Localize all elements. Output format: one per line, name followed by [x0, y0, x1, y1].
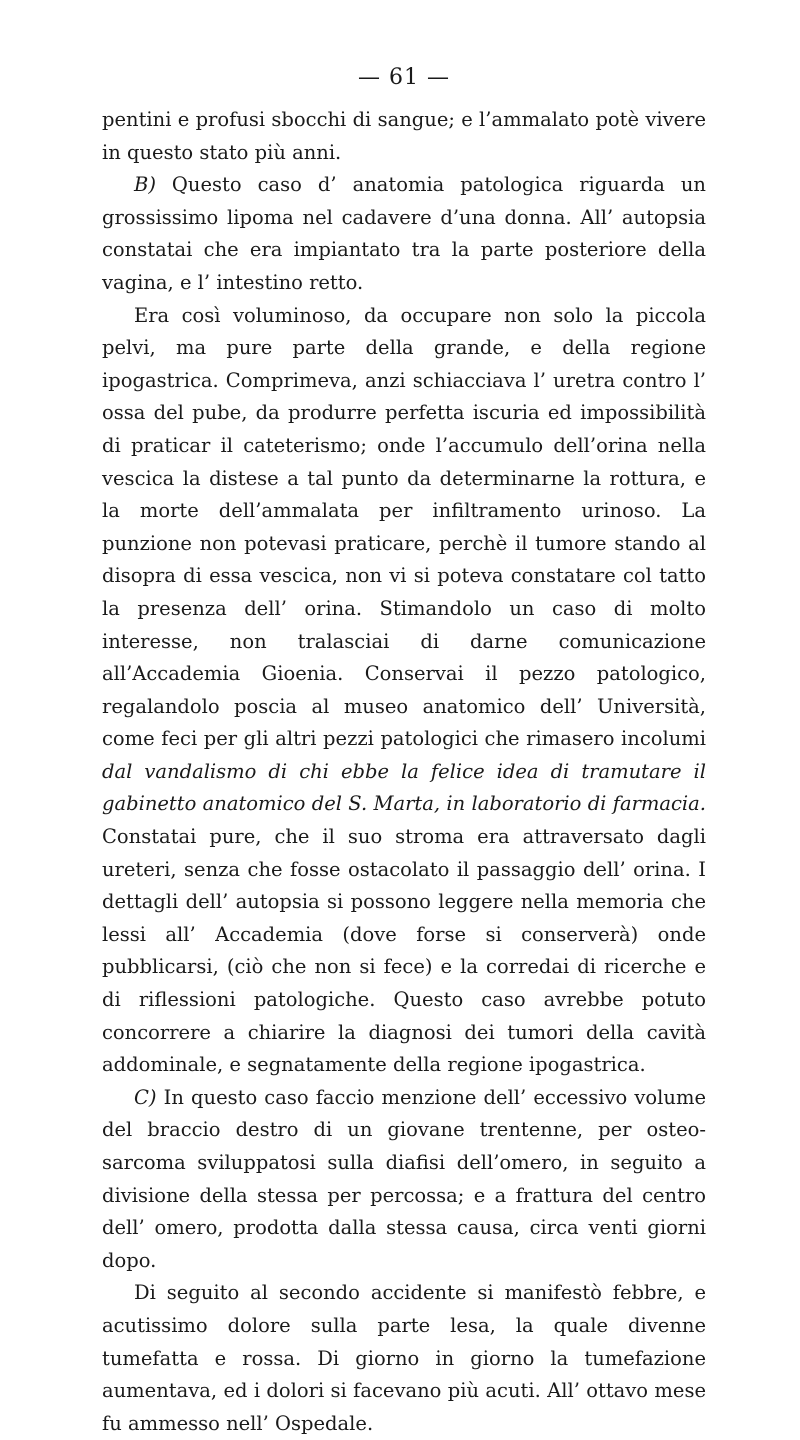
section-marker-c: C) — [134, 1085, 157, 1109]
paragraph-fever: Di seguito al secondo accidente si manifestò febbre, e acutissimo dolore sulla parte lesa, la quale divenne tumefatta e rossa. Di giorno in giorno la tumefazione aumentava, ed i dolori si facevano più acuti. All’ ottavo mese fu ammesso nell’ Ospedale. — [102, 1281, 706, 1435]
paragraph-continuation: pentini e profusi sbocchi di sangue; e l’ammalato potè vivere in questo stato più anni. — [102, 108, 706, 164]
paragraph-lipoma-text-1: Era così voluminoso, da occupare non solo la piccola pelvi, ma pure parte della grande, e della regione ipogastrica. Comprimeva, anzi schiacciava l’ uretra contro l’ ossa del pube, da produrre perfetta iscuria ed impossibilità di praticar il cateterismo; onde l’accumulo dell’orina nella vescica la distese a tal punto da determinarne la rottura, e la morte dell’ammalata per infiltramento urinoso. La punzione non potevasi praticare, perchè il tumore stando al disopra di essa vescica, non vi si poteva constatare col tatto la presenza dell’ orina. Stimandolo un caso di molto interesse, non tralasciai di darne comunicazione all’Accademia Gioenia. Conservai il pezzo patologico, regalandolo poscia al museo anatomico dell’ Università, come feci per gli altri pezzi patologici che rimasero incolumi — [102, 303, 706, 751]
paragraph-case-b — [102, 169, 706, 299]
page-number: — 61 — — [358, 65, 450, 90]
paragraph-case-c — [102, 1082, 706, 1278]
section-marker-b: B) — [134, 173, 156, 197]
book-page — [102, 64, 706, 1440]
italic-phrase: dal vandalismo di chi ebbe la felice idea di tramutare il gabinetto anatomico del S. Marta, in laboratorio di farmacia. — [102, 759, 706, 816]
paragraph-lipoma-text-2: Constatai pure, che il suo stroma era attraversato dagli ureteri, senza che fosse ostacolato il passaggio dell’ orina. I dettagli dell’ autopsia si possono leggere nella memoria che lessi all’ Accademia (dove forse si conserverà) onde pubblicarsi, (ciò che non si fece) e la corredai di ricerche e di riflessioni patologiche. Questo caso avrebbe potuto concorrere a chiarire la diagnosi dei tumori della cavità addominale, e segnatamente della regione ipogastrica. — [102, 825, 706, 1077]
paragraph-lipoma-details — [102, 300, 706, 1082]
paragraph-case-b-text: Questo caso d’ anatomia patologica riguarda un grossissimo lipoma nel cadavere d’una donna. All’ autopsia constatai che era impiantato tra la parte posteriore della vagina, e l’ intestino retto. — [102, 173, 706, 294]
paragraph-case-c-text: In questo caso faccio menzione dell’ eccessivo volume del braccio destro di un giovane trentenne, per osteo-sarcoma sviluppatosi sulla diafisi dell’omero, in seguito a divisione della stessa per percossa; e a frattura del centro dell’ omero, prodotta dalla stessa causa, circa venti giorni dopo. — [102, 1085, 706, 1272]
